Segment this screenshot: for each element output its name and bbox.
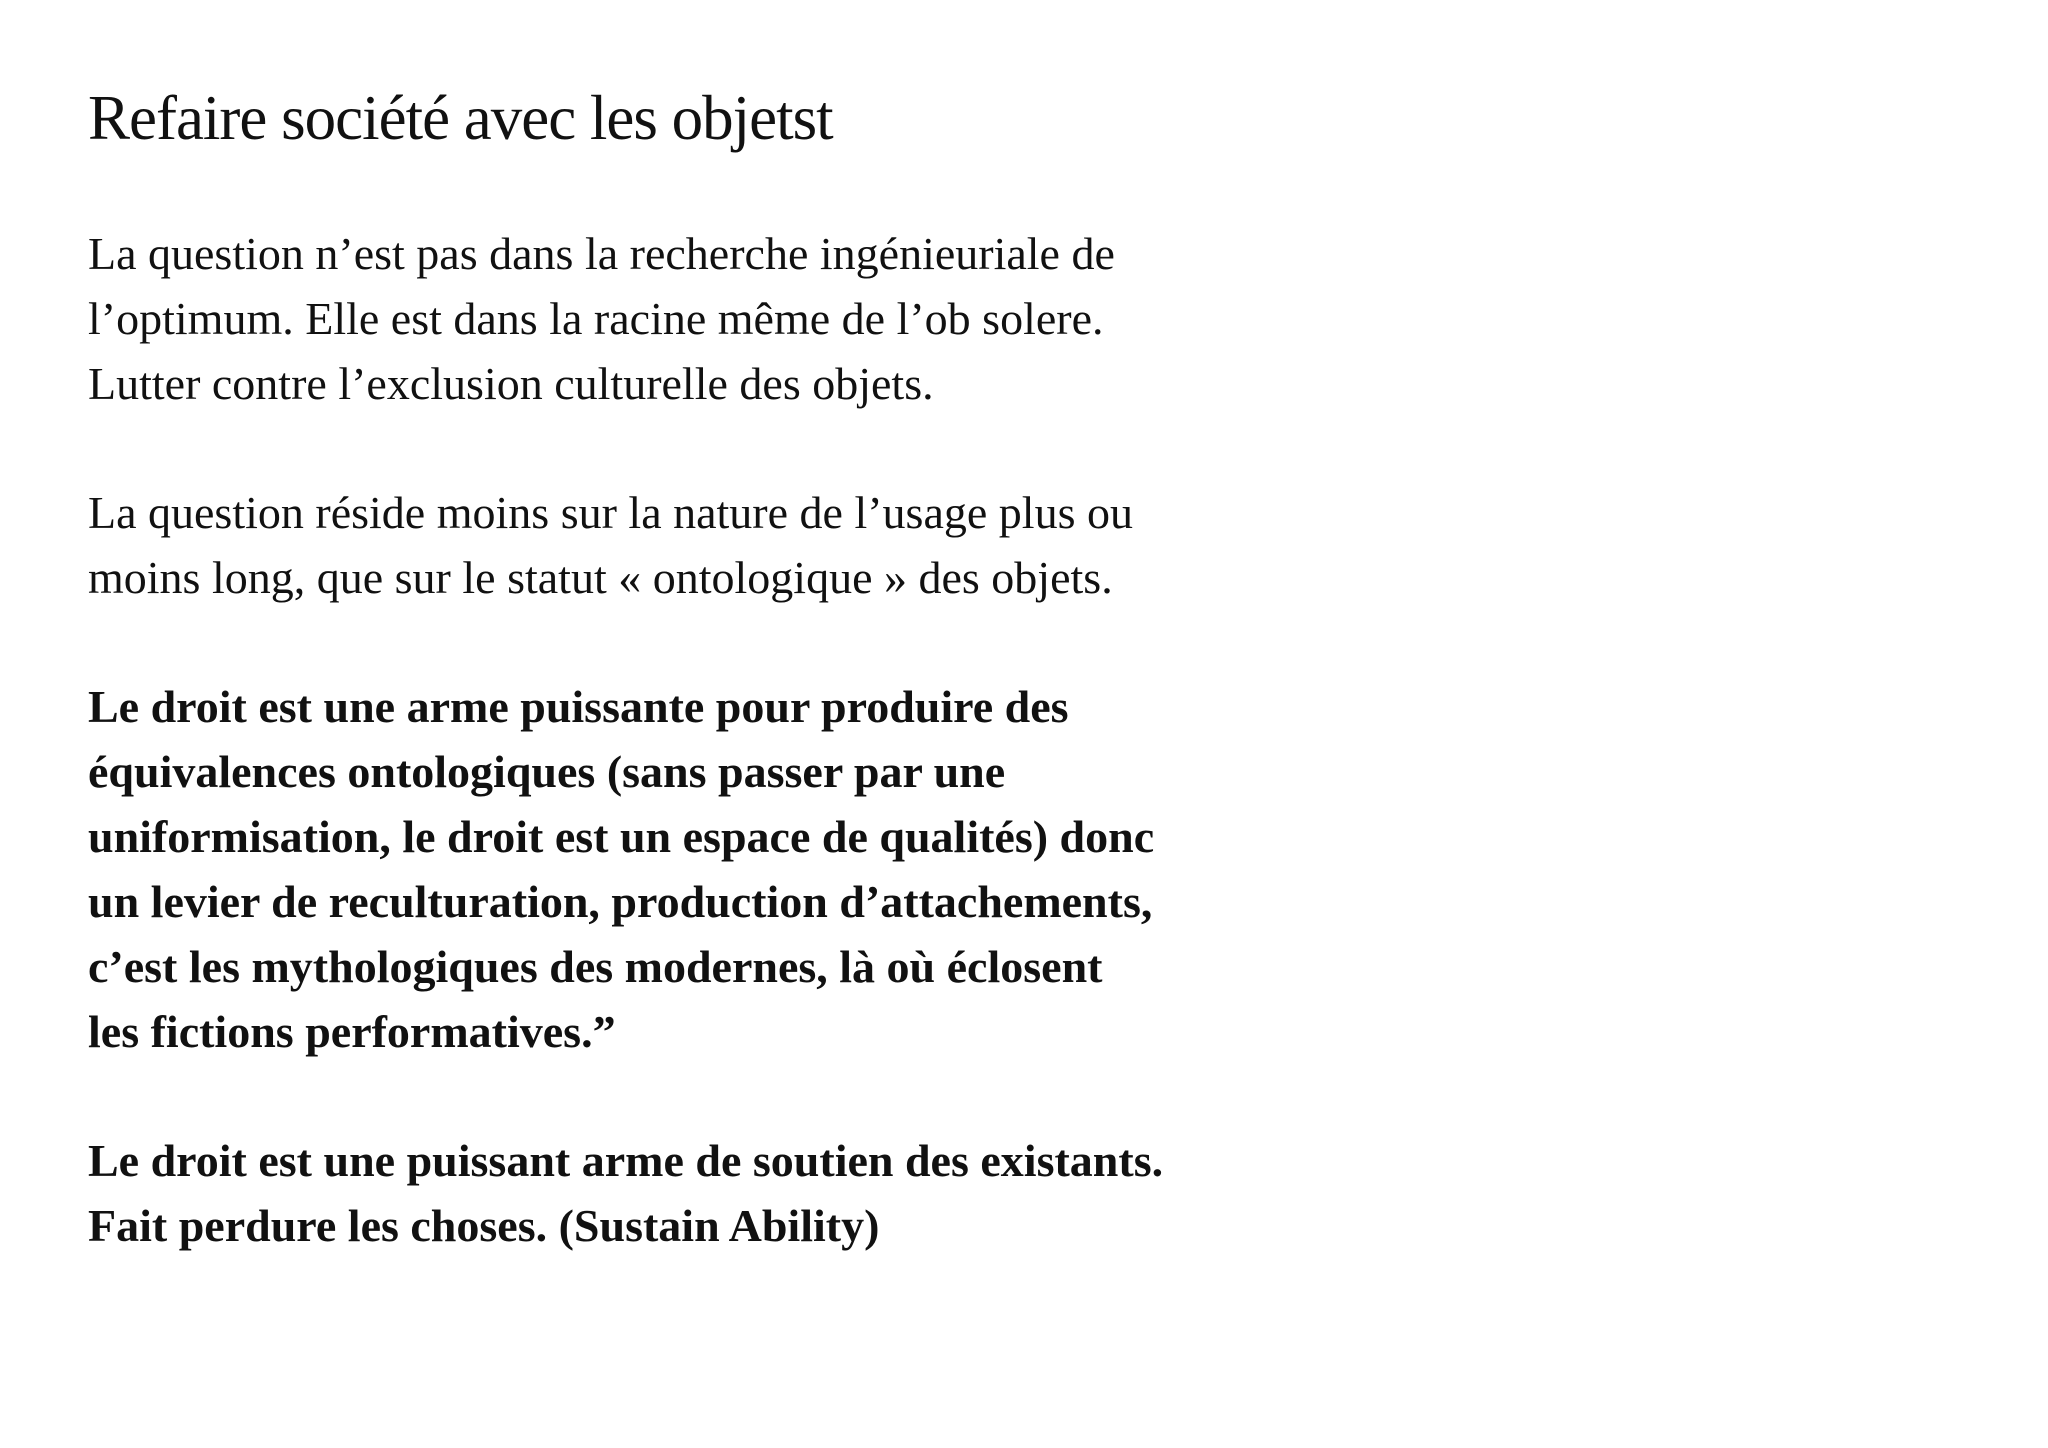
paragraph-line: La question n’est pas dans la recherche ingénieuriale de [88,228,1115,279]
paragraph-line: Le droit est une arme puissante pour produire des [88,681,1069,732]
page-title: Refaire société avec les objetst [88,83,833,153]
paragraph-line: Fait perdure les choses. (Sustain Ability) [88,1200,880,1251]
paragraph-line: uniformisation, le droit est un espace de qualités) donc [88,811,1155,862]
paragraph-line: c’est les mythologiques des modernes, là où éclosent [88,941,1103,992]
paragraph-line: l’optimum. Elle est dans la racine même de l’ob solere. [88,293,1104,344]
paragraph-line: les fictions performatives.” [88,1006,616,1057]
paragraph-sustain-ability [88,1128,1163,1258]
paragraph-ontological-status [88,480,1133,610]
paragraph-obsolescence [88,221,1115,416]
paragraph-line: moins long, que sur le statut « ontologique » des objets. [88,552,1113,603]
paragraph-line: La question réside moins sur la nature de l’usage plus ou [88,487,1133,538]
paragraph-line: Le droit est une puissant arme de soutien des existants. [88,1135,1164,1186]
paragraph-line: un levier de reculturation, production d’attachements, [88,876,1153,927]
paragraph-line: équivalences ontologiques (sans passer par une [88,746,1006,797]
paragraph-law-weapon [88,674,1154,1064]
paragraph-line: Lutter contre l’exclusion culturelle des objets. [88,358,934,409]
